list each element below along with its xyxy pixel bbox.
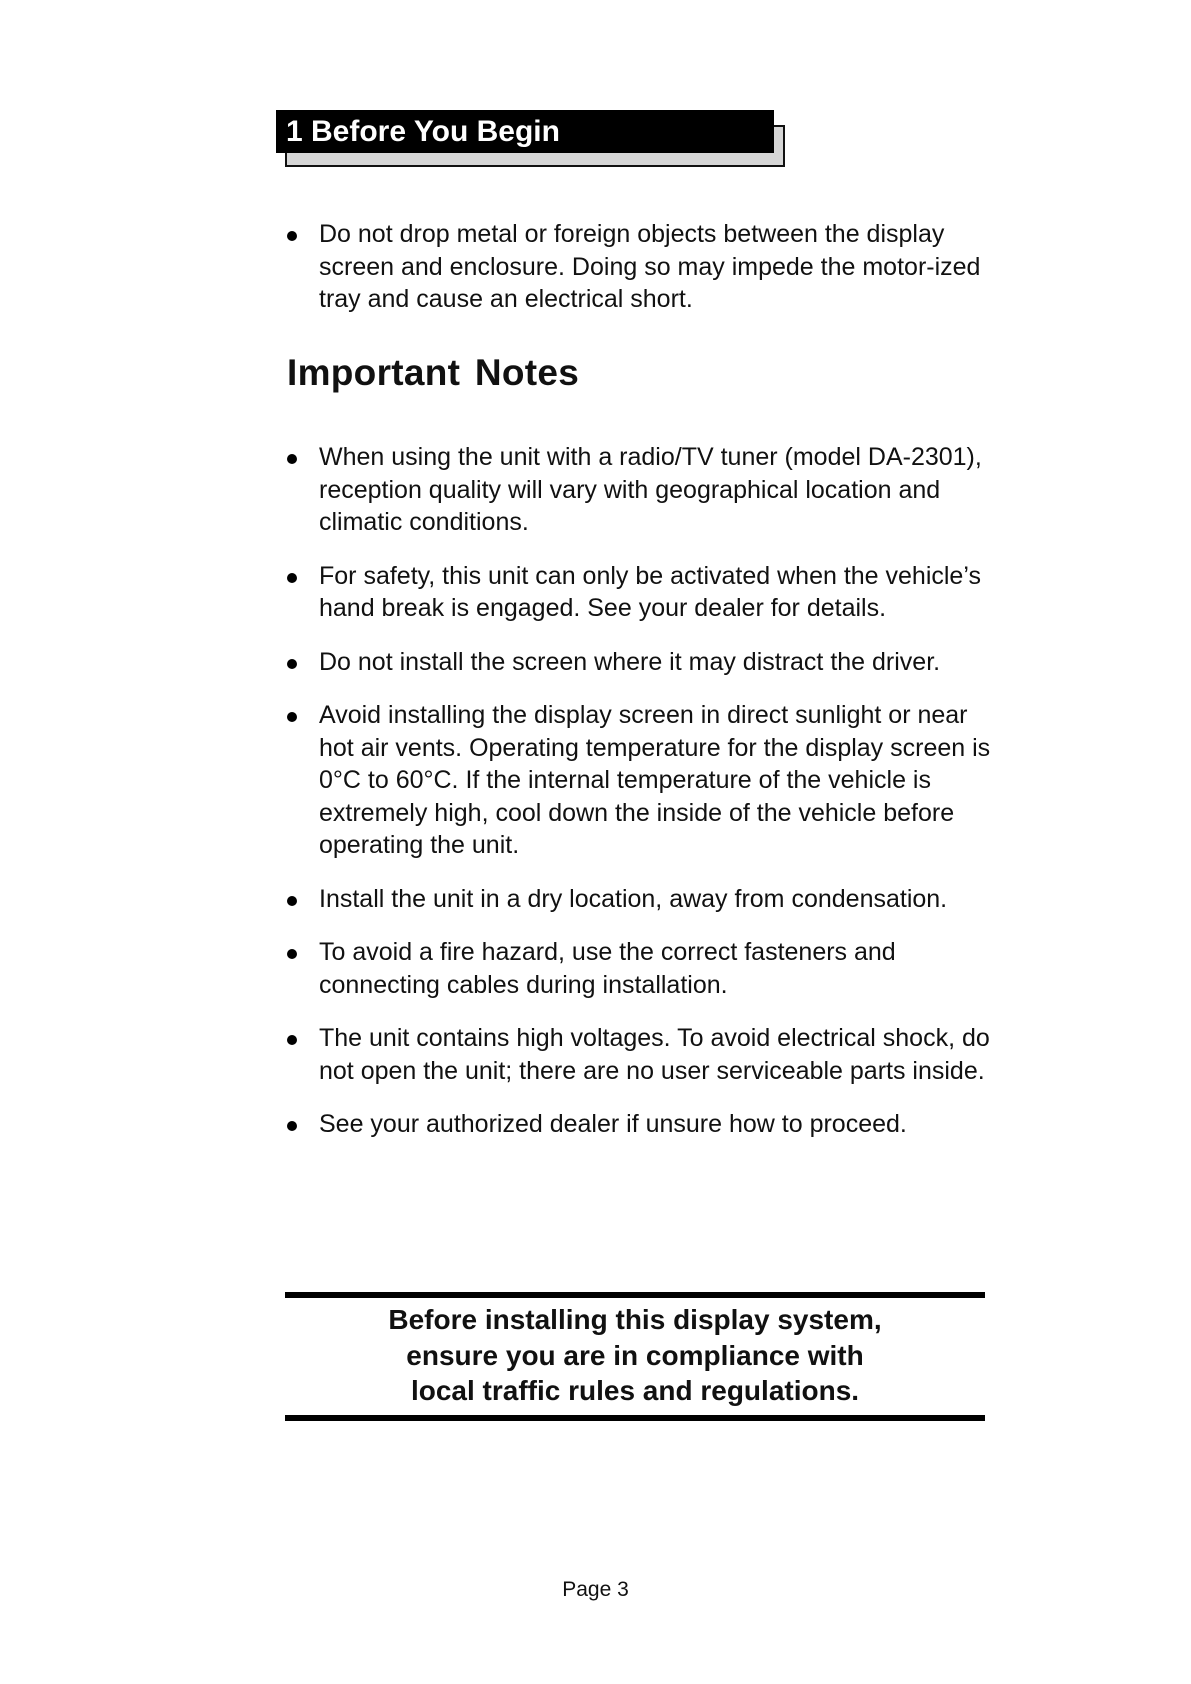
warning-line: ensure you are in compliance with [406,1339,864,1371]
bullet-text: Do not drop metal or foreign objects between the display screen and enclosure. Doing so may impede the motor-ized tray and cause an electrical short. [319,220,981,313]
bullet-icon [287,949,297,959]
compliance-warning [285,1292,985,1421]
section-title: 1 Before You Begin [276,110,774,153]
list-item [287,1022,1007,1087]
bullet-icon [287,1035,297,1045]
list-item [287,218,1007,316]
bullet-text: Avoid installing the display screen in direct sunlight or near hot air vents. Operating temperature for the display screen is 0°C to 60°C. If the internal temperature of the vehicle is extremely high, cool down the inside of the vehicle before operating the unit. [319,701,991,859]
bullet-icon [287,573,297,583]
bullet-text: The unit contains high voltages. To avoid electrical shock, do not open the unit; there are no user serviceable parts inside. [319,1024,990,1085]
bullet-text: See your authorized dealer if unsure how to proceed. [319,1110,907,1138]
list-item [287,560,1007,625]
list-item [287,441,1007,539]
bullet-icon [287,1121,297,1131]
list-item [287,1108,1007,1141]
important-notes-list [287,441,1007,1162]
list-item [287,883,1007,916]
bullet-icon [287,712,297,722]
warning-line: local traffic rules and regulations. [410,1375,860,1406]
section-header [276,110,784,166]
bullet-text: Do not install the screen where it may distract the driver. [319,647,941,676]
list-item [287,699,1007,862]
bullet-text: When using the unit with a radio/TV tuner (model DA-2301), reception quality will vary with geographical location and climatic conditions. [319,443,982,536]
warning-line: Before installing this display system, [388,1304,882,1335]
intro-bullet-list [287,218,1007,337]
page-number: Page 3 [562,1578,629,1601]
list-item [287,646,1007,679]
bullet-icon [287,231,297,241]
bullet-icon [287,896,297,906]
bullet-text: To avoid a fire hazard, use the correct fasteners and connecting cables during installation. [319,938,896,999]
important-notes-heading: Important Notes [287,352,580,393]
list-item [287,936,1007,1001]
bullet-text: Install the unit in a dry location, away from condensation. [319,884,948,913]
bullet-icon [287,454,297,464]
bullet-icon [287,659,297,669]
bullet-text: For safety, this unit can only be activated when the vehicle’s hand break is engaged. See your dealer for details. [319,561,981,622]
